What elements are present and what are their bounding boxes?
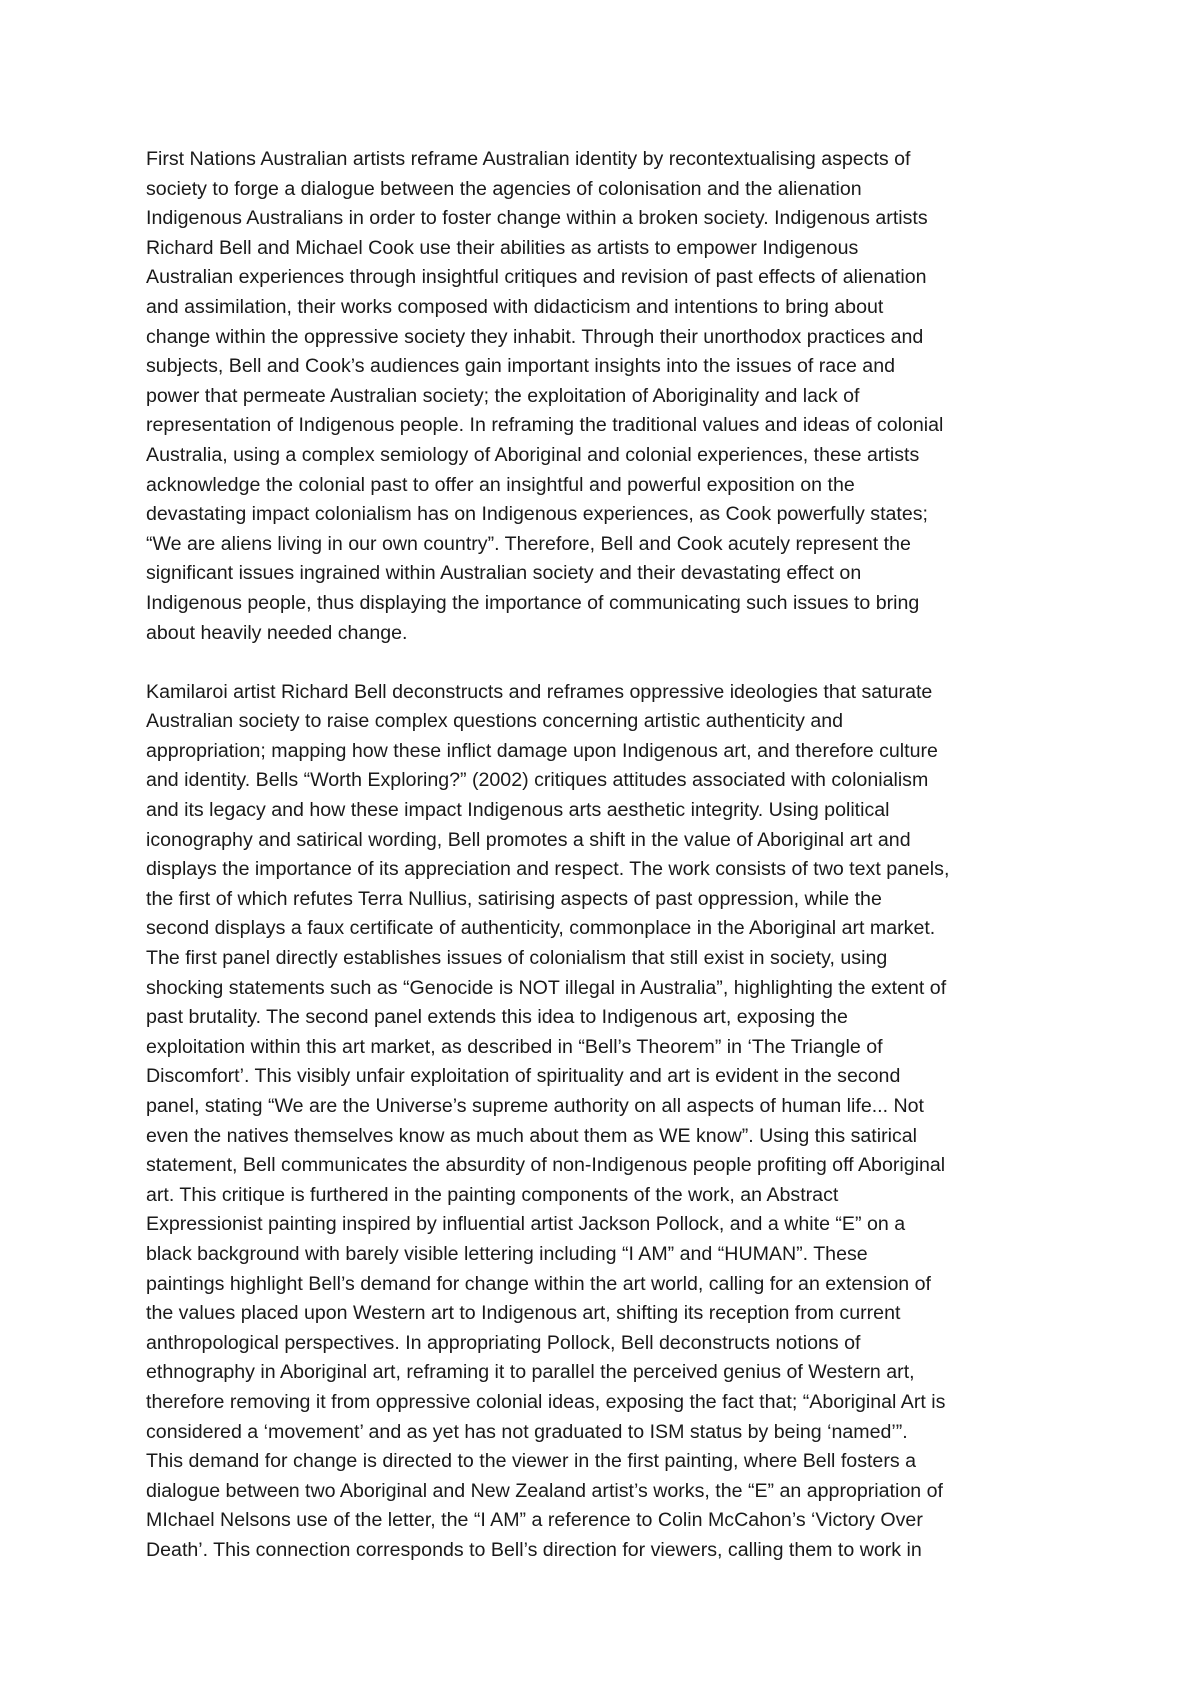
text-line: appropriation; mapping how these inflict damage upon Indigenous art, and therefore culture — [146, 739, 938, 762]
text-line: First Nations Australian artists reframe Australian identity by recontextualising aspects of — [146, 148, 911, 170]
text-line: paintings highlight Bell’s demand for change within the art world, calling for an extension of — [146, 1272, 931, 1295]
text-line: displays the importance of its appreciation and respect. The work consists of two text panels, — [146, 858, 950, 881]
paragraph-2 — [146, 678, 1086, 1566]
text-line: Indigenous people, thus displaying the importance of communicating such issues to bring — [146, 591, 920, 614]
text-line: the first of which refutes Terra Nullius, satirising aspects of past oppression, while the — [146, 887, 882, 910]
text-line: past brutality. The second panel extends this idea to Indigenous art, exposing the — [146, 1006, 848, 1029]
text-line: anthropological perspectives. In appropriating Pollock, Bell deconstructs notions of — [146, 1331, 861, 1354]
text-line: Discomfort’. This visibly unfair exploitation of spirituality and art is evident in the second — [146, 1065, 901, 1088]
text-line: black background with barely visible lettering including “I AM” and “HUMAN”. These — [146, 1242, 868, 1265]
text-line: MIchael Nelsons use of the letter, the “I AM” a reference to Colin McCahon’s ‘Victory Over — [146, 1509, 923, 1532]
text-line: Expressionist painting inspired by influential artist Jackson Pollock, and a white “E” on a — [146, 1213, 906, 1236]
text-line: representation of Indigenous people. In reframing the traditional values and ideas of colonial — [146, 414, 944, 437]
paragraph-gap — [146, 648, 1086, 678]
paragraph-1 — [146, 145, 1086, 648]
text-line: Australian society to raise complex questions concerning artistic authenticity and — [146, 710, 844, 733]
text-line: Australian experiences through insightful critiques and revision of past effects of alienation — [146, 266, 927, 289]
text-line: panel, stating “We are the Universe’s supreme authority on all aspects of human life... Not — [146, 1095, 924, 1117]
text-line: therefore removing it from oppressive colonial ideas, exposing the fact that; “Aboriginal Art is — [146, 1390, 946, 1413]
text-line: even the natives themselves know as much about them as WE know”. Using this satirical — [146, 1124, 918, 1147]
text-line: subjects, Bell and Cook’s audiences gain important insights into the issues of race and — [146, 355, 895, 378]
text-line: “We are aliens living in our own country”. Therefore, Bell and Cook acutely represent the — [146, 532, 911, 555]
text-line: and its legacy and how these impact Indigenous arts aesthetic integrity. Using political — [146, 799, 890, 822]
text-line: iconography and satirical wording, Bell promotes a shift in the value of Aboriginal art and — [146, 828, 911, 851]
text-line: about heavily needed change. — [146, 621, 408, 644]
text-line: Indigenous Australians in order to foster change within a broken society. Indigenous artists — [146, 207, 928, 230]
text-line: ethnography in Aboriginal art, reframing it to parallel the perceived genius of Western art, — [146, 1361, 915, 1384]
text-line: the values placed upon Western art to Indigenous art, shifting its reception from current — [146, 1302, 901, 1325]
text-line: shocking statements such as “Genocide is NOT illegal in Australia”, highlighting the extent of — [146, 976, 947, 999]
text-line: exploitation within this art market, as described in “Bell’s Theorem” in ‘The Triangle of — [146, 1035, 883, 1058]
text-line: This demand for change is directed to the viewer in the first painting, where Bell fosters a — [146, 1450, 916, 1473]
text-line: Richard Bell and Michael Cook use their abilities as artists to empower Indigenous — [146, 236, 859, 259]
text-line: dialogue between two Aboriginal and New Zealand artist’s works, the “E” an appropriation of — [146, 1479, 943, 1502]
text-line: Kamilaroi artist Richard Bell deconstructs and reframes oppressive ideologies that saturate — [146, 680, 933, 703]
text-line: Death’. This connection corresponds to Bell’s direction for viewers, calling them to work in — [146, 1538, 922, 1561]
text-line: and assimilation, their works composed with didacticism and intentions to bring about — [146, 295, 884, 318]
text-line: change within the oppressive society they inhabit. Through their unorthodox practices and — [146, 325, 924, 348]
text-line: statement, Bell communicates the absurdity of non-Indigenous people profiting off Aboriginal — [146, 1154, 946, 1177]
text-line: significant issues ingrained within Australian society and their devastating effect on — [146, 562, 862, 585]
text-line: second displays a faux certificate of authenticity, commonplace in the Aboriginal art market. — [146, 917, 936, 940]
text-line: considered a ‘movement’ and as yet has not graduated to ISM status by being ‘named’”. — [146, 1420, 908, 1443]
text-line: art. This critique is furthered in the painting components of the work, an Abstract — [146, 1183, 839, 1206]
text-line: Australia, using a complex semiology of Aboriginal and colonial experiences, these artists — [146, 443, 920, 466]
document-page — [146, 145, 1086, 1566]
text-line: acknowledge the colonial past to offer an insightful and powerful exposition on the — [146, 473, 855, 496]
text-line: The first panel directly establishes issues of colonialism that still exist in society, using — [146, 947, 888, 970]
text-line: society to forge a dialogue between the agencies of colonisation and the alienation — [146, 177, 862, 200]
text-line: power that permeate Australian society; the exploitation of Aboriginality and lack of — [146, 384, 860, 407]
text-line: devastating impact colonialism has on Indigenous experiences, as Cook powerfully states; — [146, 503, 928, 526]
text-line: and identity. Bells “Worth Exploring?” (2002) critiques attitudes associated with colonialism — [146, 769, 929, 792]
